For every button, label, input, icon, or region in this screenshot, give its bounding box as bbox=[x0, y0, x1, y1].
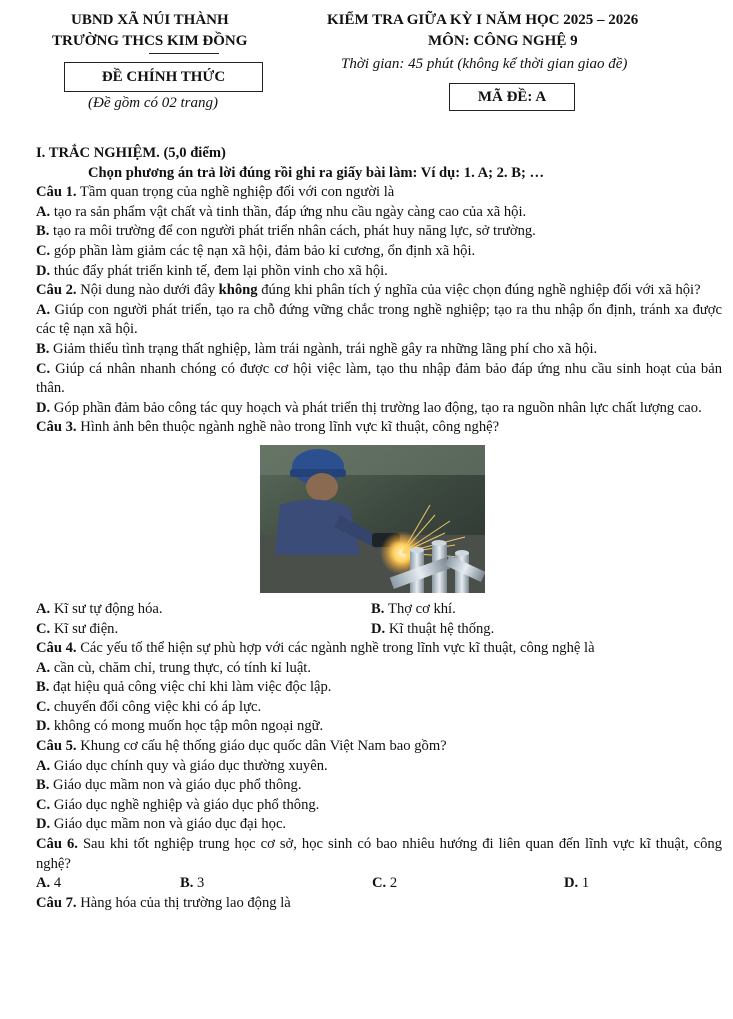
answer-2d bbox=[36, 399, 722, 419]
question-1 bbox=[36, 183, 722, 203]
answer-text: Giáo dục chính quy và giáo dục thường xuyên. bbox=[53, 757, 328, 774]
answer-text: Kĩ sư điện. bbox=[53, 620, 119, 637]
question-5 bbox=[36, 737, 722, 757]
question-text: Hàng hóa của thị trường lao động là bbox=[76, 894, 291, 911]
answer-text: tạo ra môi trường để con người phát triển nhân cách, phát huy năng lực, sở trường. bbox=[53, 223, 536, 240]
answer-text: Giảm thiểu tình trạng thất nghiệp, làm trái ngành, trái nghề gây ra những lãng phí cho xã hội. bbox=[53, 340, 598, 357]
answer-text: Giúp con người phát triển, tạo ra chỗ đứng vững chắc trong nghề nghiệp; tạo ra thu nhập ổn định, tránh xa được các tệ nạn xã hội. bbox=[36, 301, 722, 338]
question-label: Câu 5. bbox=[36, 738, 77, 755]
answer-1d bbox=[36, 262, 722, 282]
answer-letter: B. bbox=[36, 777, 50, 794]
time-note: Thời gian: 45 phút (không kể thời gian giao đề) bbox=[341, 56, 628, 72]
answer-letter: A. bbox=[36, 659, 51, 676]
answer-letter: A. bbox=[36, 757, 51, 774]
pages-note: (Đề gồm có 02 trang) bbox=[88, 95, 218, 111]
answer-letter: C. bbox=[36, 360, 51, 377]
answer-letter: C. bbox=[36, 620, 51, 637]
answer-3d bbox=[371, 620, 494, 640]
answer-text: Thợ cơ khí. bbox=[388, 600, 456, 617]
answer-letter: C. bbox=[36, 242, 51, 259]
question-label: Câu 6. bbox=[36, 836, 78, 853]
answer-5a bbox=[36, 757, 722, 777]
answer-text: Giáo dục mầm non và giáo dục phổ thông. bbox=[53, 777, 302, 794]
answer-4d bbox=[36, 717, 722, 737]
answer-3c bbox=[36, 620, 371, 640]
answer-letter: C. bbox=[372, 875, 387, 892]
official-exam-box: ĐỀ CHÍNH THỨC bbox=[64, 62, 263, 92]
answer-3b bbox=[371, 600, 456, 620]
question-text: Tầm quan trọng của nghề nghiệp đối với con người là bbox=[76, 184, 395, 201]
answer-text: Giáo dục mầm non và giáo dục đại học. bbox=[53, 816, 287, 833]
answer-text: 3 bbox=[197, 875, 205, 892]
exam-code-box: MÃ ĐỀ: A bbox=[449, 83, 575, 111]
answer-letter: A. bbox=[36, 203, 51, 220]
grinding-worker-image bbox=[260, 445, 485, 593]
answer-letter: B. bbox=[36, 679, 50, 696]
answer-6c bbox=[372, 874, 564, 894]
answer-4a bbox=[36, 659, 722, 679]
answer-5b bbox=[36, 776, 722, 796]
answer-1b bbox=[36, 222, 722, 242]
answer-1c bbox=[36, 242, 722, 262]
answer-6b bbox=[180, 874, 372, 894]
answer-text: chuyển đổi công việc khi có áp lực. bbox=[53, 698, 262, 715]
answer-letter: D. bbox=[371, 620, 386, 637]
answer-text: 2 bbox=[389, 875, 398, 892]
answer-letter: D. bbox=[36, 399, 51, 416]
answer-letter: D. bbox=[36, 718, 51, 735]
exam-content bbox=[36, 144, 722, 913]
welder-photo bbox=[260, 445, 485, 593]
school-underline bbox=[149, 53, 219, 54]
question-2 bbox=[36, 281, 722, 301]
exam-title: KIỂM TRA GIỮA KỲ I NĂM HỌC 2025 – 2026 bbox=[327, 12, 639, 28]
answer-text: Góp phần đảm bảo công tác quy hoạch và phát triển thị trường lao động, tạo ra nguồn nhân lực chất lượng cao. bbox=[53, 399, 702, 416]
answer-letter: D. bbox=[36, 262, 51, 279]
question-label: Câu 7. bbox=[36, 894, 77, 911]
question-emphasis: không bbox=[218, 282, 258, 299]
answer-letter: C. bbox=[36, 698, 51, 715]
answer-text: tạo ra sản phẩm vật chất và tinh thần, đáp ứng nhu cầu ngày càng cao của xã hội. bbox=[53, 203, 527, 220]
answer-text: góp phần làm giảm các tệ nạn xã hội, đảm bảo kỉ cương, ổn định xã hội. bbox=[53, 242, 476, 259]
answer-text: không có mong muốn học tập môn ngoại ngữ. bbox=[53, 718, 324, 735]
answer-letter: B. bbox=[371, 600, 385, 617]
answer-letter: A. bbox=[36, 301, 51, 318]
school-name: TRƯỜNG THCS KIM ĐỒNG bbox=[52, 33, 248, 49]
answer-letter: B. bbox=[36, 223, 50, 240]
answer-text: Giúp cá nhân nhanh chóng có được cơ hội việc làm, tạo thu nhập đảm bảo đáp ứng nhu cầu sinh hoạt của bản thân. bbox=[36, 360, 722, 397]
question-text: Khung cơ cấu hệ thống giáo dục quốc dân Việt Nam bao gồm? bbox=[76, 738, 447, 755]
answer-3a bbox=[36, 600, 371, 620]
question-6 bbox=[36, 835, 722, 874]
question-label: Câu 3. bbox=[36, 419, 77, 436]
answer-5c bbox=[36, 796, 722, 816]
section-title: I. TRẮC NGHIỆM. (5,0 điểm) bbox=[36, 145, 226, 161]
question-4 bbox=[36, 639, 722, 659]
answer-text: đạt hiệu quả công việc chỉ khi làm việc độc lập. bbox=[53, 679, 332, 696]
answer-text: cần cù, chăm chỉ, trung thực, có tính kỉ luật. bbox=[53, 659, 312, 676]
answer-row-3ab bbox=[36, 600, 722, 620]
answer-5d bbox=[36, 815, 722, 835]
answer-letter: B. bbox=[36, 340, 50, 357]
answer-row-3cd bbox=[36, 620, 722, 640]
answer-text: Kĩ sư tự động hóa. bbox=[53, 600, 163, 617]
answer-text: 4 bbox=[53, 875, 62, 892]
answer-4b bbox=[36, 678, 722, 698]
answer-4c bbox=[36, 698, 722, 718]
answer-6d bbox=[564, 874, 589, 894]
question-text: Các yếu tố thể hiện sự phù hợp với các ngành nghề trong lĩnh vực kĩ thuật, công nghệ là bbox=[76, 640, 595, 657]
answer-text: thúc đẩy phát triển kinh tế, đem lại phồn vinh cho xã hội. bbox=[53, 262, 388, 279]
question-text: Sau khi tốt nghiệp trung học cơ sở, học sinh có bao nhiêu hướng đi liên quan đến lĩnh vực kĩ thuật, công nghệ? bbox=[36, 836, 722, 872]
question-text: Hình ảnh bên thuộc ngành nghề nào trong lĩnh vực kĩ thuật, công nghệ? bbox=[76, 419, 500, 436]
subject-title: MÔN: CÔNG NGHỆ 9 bbox=[428, 33, 578, 49]
question-7 bbox=[36, 894, 722, 914]
answer-letter: D. bbox=[564, 875, 579, 892]
answer-letter: B. bbox=[180, 875, 194, 892]
answer-text: Giáo dục nghề nghiệp và giáo dục phổ thông. bbox=[53, 796, 320, 813]
answer-6a bbox=[36, 874, 180, 894]
answer-1a bbox=[36, 203, 722, 223]
answer-text: Kĩ thuật hệ thống. bbox=[388, 620, 495, 637]
question-label: Câu 1. bbox=[36, 184, 77, 201]
question-label: Câu 4. bbox=[36, 640, 77, 657]
school-district: UBND XÃ NÚI THÀNH bbox=[71, 12, 229, 28]
answer-text: 1 bbox=[581, 875, 590, 892]
answer-letter: D. bbox=[36, 816, 51, 833]
question-label: Câu 2. bbox=[36, 282, 77, 299]
answer-2b bbox=[36, 340, 722, 360]
question-3 bbox=[36, 418, 722, 438]
question-text: Nội dung nào dưới đây bbox=[76, 282, 219, 299]
answer-row-6 bbox=[36, 874, 722, 894]
answer-2a bbox=[36, 301, 722, 340]
answer-letter: A. bbox=[36, 875, 51, 892]
answer-letter: A. bbox=[36, 600, 51, 617]
section-instruction: Chọn phương án trả lời đúng rồi ghi ra giấy bài làm: Ví dụ: 1. A; 2. B; … bbox=[88, 164, 545, 181]
question-text: đúng khi phân tích ý nghĩa của việc chọn đúng nghề nghiệp đối với xã hội? bbox=[257, 282, 701, 299]
answer-letter: C. bbox=[36, 796, 51, 813]
answer-2c bbox=[36, 360, 722, 399]
